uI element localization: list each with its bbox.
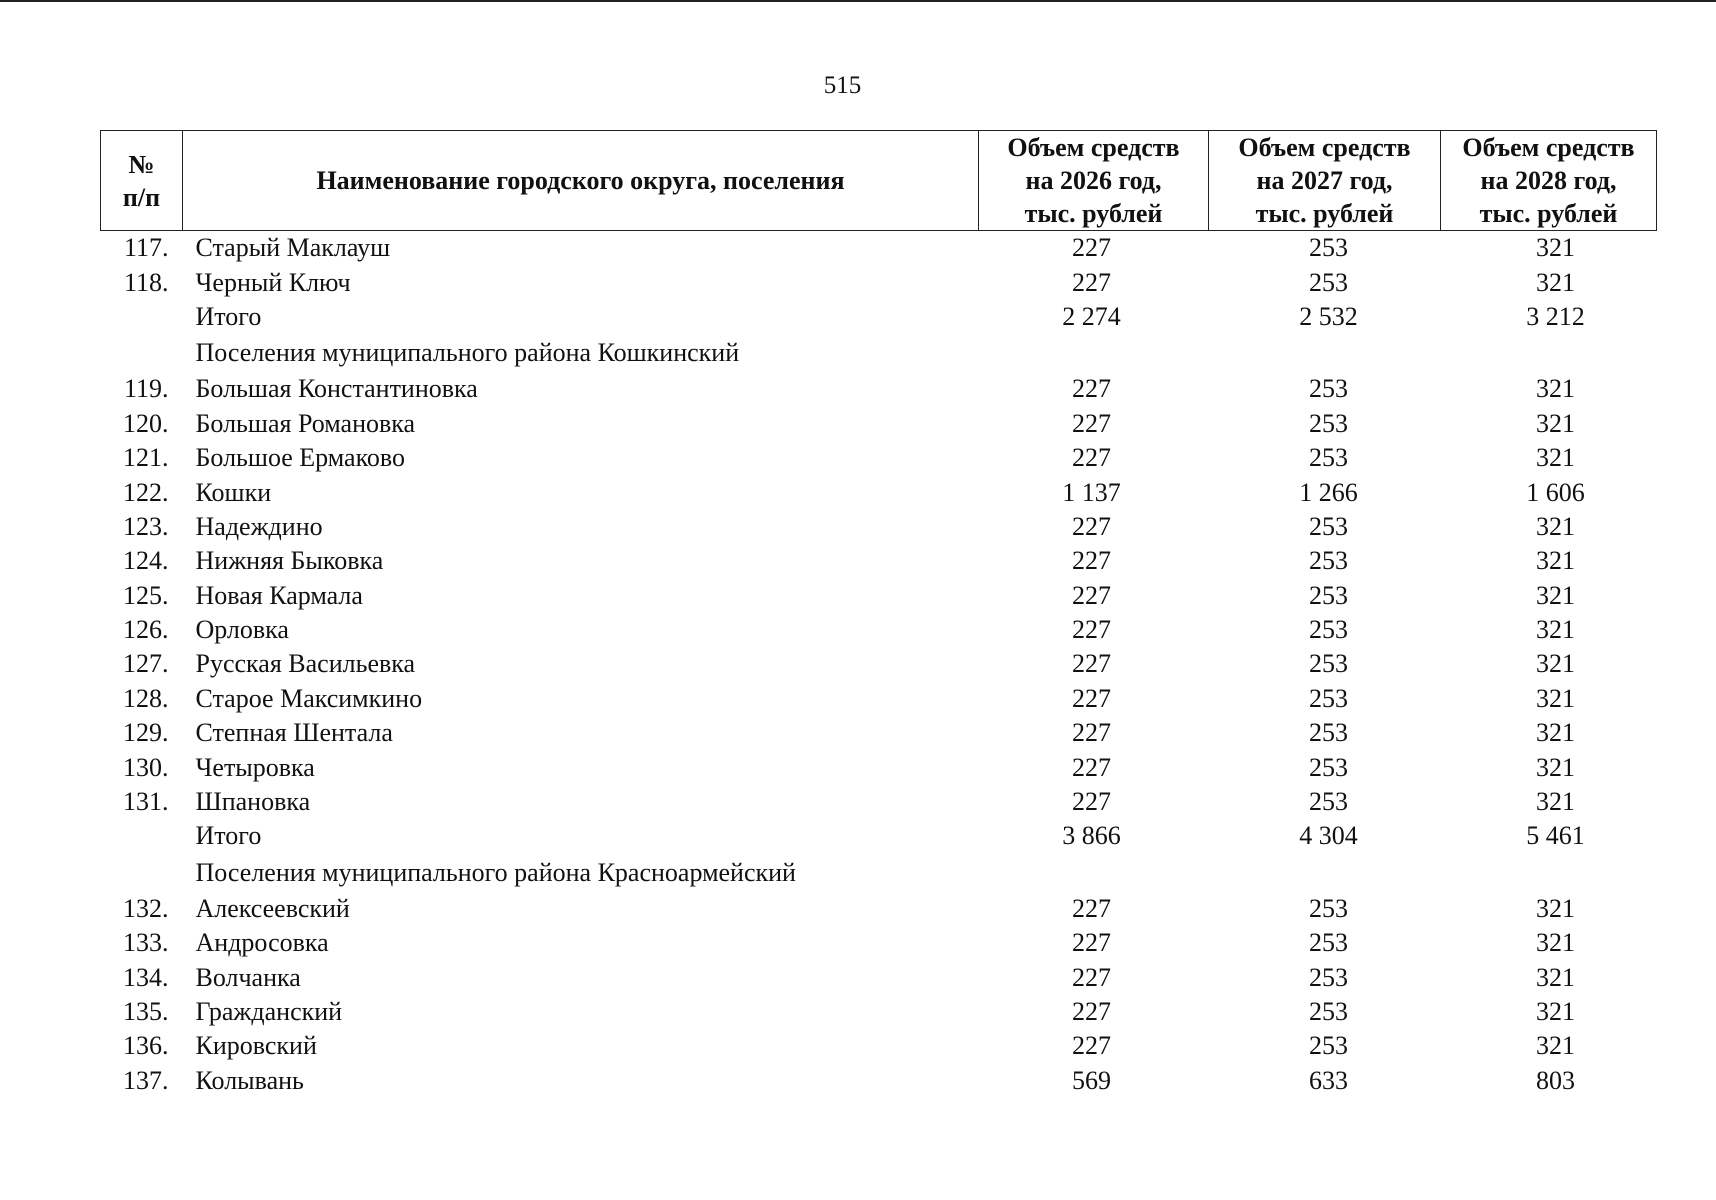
row-number-cell: 131. [123, 787, 169, 817]
allocation-table-container [100, 130, 1656, 1098]
settlement-name-cell: Итого [195, 821, 262, 851]
amount-2028-cell: 321 [1536, 511, 1575, 541]
amount-2028-cell: 321 [1536, 893, 1575, 923]
amount-2027-cell: 4 304 [1299, 821, 1358, 851]
amount-2026-cell: 227 [1072, 962, 1111, 992]
row-number-cell: 123. [123, 511, 169, 541]
amount-2028-cell: 1 606 [1526, 477, 1585, 507]
table-row [101, 716, 1657, 750]
amount-2026-cell: 227 [1072, 546, 1111, 576]
amount-2026-cell: 227 [1072, 1031, 1111, 1061]
amount-2028-cell: 321 [1536, 443, 1575, 473]
settlement-name-cell: Большая Романовка [195, 408, 416, 438]
settlement-name-cell: Русская Васильевка [195, 649, 416, 679]
amount-2028-cell: 321 [1536, 267, 1575, 297]
subtotal-row [101, 819, 1657, 853]
row-number-cell: 117. [123, 233, 169, 263]
settlement-name-cell: Волчанка [195, 962, 301, 992]
settlement-name-cell: Кошки [195, 477, 272, 507]
subtotal-row [101, 300, 1657, 334]
amount-2027-cell: 253 [1309, 928, 1348, 958]
table-row [101, 995, 1657, 1029]
table-row [101, 407, 1657, 441]
amount-2028-cell: 321 [1536, 962, 1575, 992]
row-number-cell: 119. [123, 374, 169, 404]
amount-2028-cell: 321 [1536, 683, 1575, 713]
amount-2027-cell: 253 [1309, 580, 1348, 610]
table-row [101, 960, 1657, 994]
header-line: Объем средств [1462, 133, 1635, 162]
amount-2026-cell: 227 [1072, 787, 1111, 817]
table-row [101, 750, 1657, 784]
amount-2026-cell [979, 334, 1209, 372]
header-line: на 2027 год, [1256, 166, 1393, 195]
settlement-name-cell: Степная Шентала [195, 718, 393, 748]
settlement-name-cell: Орловка [195, 615, 289, 645]
amount-2027-cell: 2 532 [1299, 301, 1358, 331]
amount-2027-cell [1209, 854, 1441, 892]
header-amount-2027 [1209, 131, 1441, 231]
amount-2026-cell: 227 [1072, 615, 1111, 645]
table-row [101, 892, 1657, 926]
settlement-name-cell: Надеждино [195, 511, 323, 541]
row-number-cell: 135. [123, 997, 169, 1026]
settlement-name-cell: Кировский [195, 1031, 317, 1061]
amount-2027-cell: 1 266 [1299, 477, 1358, 507]
amount-2028-cell: 321 [1536, 374, 1575, 404]
table-row [101, 441, 1657, 475]
settlement-name-cell: Поселения муниципального района Кошкинский [195, 338, 740, 368]
table-row [101, 372, 1657, 406]
row-number-cell: 127. [123, 649, 169, 679]
table-body [101, 231, 1657, 1098]
settlement-name-cell: Старый Маклауш [195, 233, 391, 263]
amount-2026-cell: 227 [1072, 580, 1111, 610]
header-line: п/п [122, 182, 161, 212]
settlement-name-cell: Четыровка [195, 752, 315, 782]
row-number-cell: 130. [123, 752, 169, 782]
settlement-name-cell: Черный Ключ [195, 267, 351, 297]
amount-2026-cell: 227 [1072, 511, 1111, 541]
settlement-name-cell: Новая Кармала [195, 580, 363, 610]
amount-2026-cell: 227 [1072, 683, 1111, 713]
table-row [101, 926, 1657, 960]
amount-2028-cell: 321 [1536, 580, 1575, 610]
amount-2026-cell: 227 [1072, 893, 1111, 923]
row-number-cell [101, 334, 183, 372]
section-header-row [101, 334, 1657, 372]
page-number: 515 [823, 72, 862, 99]
amount-2026-cell: 227 [1072, 649, 1111, 679]
amount-2026-cell: 227 [1072, 374, 1111, 404]
amount-2026-cell: 2 274 [1062, 301, 1121, 331]
row-number-cell: 118. [123, 267, 169, 297]
amount-2026-cell: 227 [1072, 752, 1111, 782]
amount-2026-cell: 227 [1072, 718, 1111, 748]
table-row [101, 544, 1657, 578]
table-row [101, 510, 1657, 544]
amount-2028-cell [1441, 334, 1657, 372]
settlement-name-cell: Алексеевский [195, 893, 350, 923]
settlement-name-cell: Шпановка [195, 787, 311, 817]
amount-2027-cell: 253 [1309, 718, 1348, 748]
row-number-cell: 132. [123, 893, 169, 923]
header-line: Объем средств [1238, 133, 1411, 162]
header-line: тыс. рублей [1479, 199, 1618, 228]
amount-2028-cell: 321 [1536, 997, 1575, 1026]
table-row [101, 475, 1657, 509]
amount-2027-cell: 253 [1309, 962, 1348, 992]
row-number-cell: 120. [123, 408, 169, 438]
amount-2028-cell: 321 [1536, 546, 1575, 576]
row-number-cell: 128. [123, 683, 169, 713]
amount-2027-cell: 253 [1309, 649, 1348, 679]
row-number-cell: 133. [123, 928, 169, 958]
table-row [101, 682, 1657, 716]
amount-2027-cell: 253 [1309, 374, 1348, 404]
table-row [101, 1064, 1657, 1098]
table-row [101, 613, 1657, 647]
row-number-cell: 136. [123, 1031, 169, 1061]
amount-2028-cell: 321 [1536, 408, 1575, 438]
amount-2027-cell: 253 [1309, 615, 1348, 645]
amount-2026-cell: 227 [1072, 233, 1111, 263]
amount-2028-cell: 803 [1536, 1065, 1575, 1095]
amount-2027-cell [1209, 334, 1441, 372]
table-row [101, 579, 1657, 613]
amount-2027-cell: 253 [1309, 267, 1348, 297]
amount-2028-cell: 321 [1536, 233, 1575, 263]
settlement-name-cell: Андросовка [195, 928, 329, 958]
row-number-cell: 121. [123, 443, 169, 473]
header-row [101, 131, 1657, 231]
amount-2027-cell: 253 [1309, 233, 1348, 263]
amount-2027-cell: 633 [1309, 1065, 1348, 1095]
table-row [101, 785, 1657, 819]
settlement-name-cell: Гражданский [195, 997, 343, 1026]
amount-2026-cell: 227 [1072, 267, 1111, 297]
amount-2026-cell: 569 [1072, 1065, 1111, 1095]
amount-2028-cell: 321 [1536, 752, 1575, 782]
amount-2028-cell: 321 [1536, 649, 1575, 679]
amount-2028-cell: 5 461 [1526, 821, 1585, 851]
header-line: на 2026 год, [1025, 166, 1162, 195]
top-border-line [0, 0, 1716, 2]
settlement-name-cell: Большое Ермаково [195, 443, 406, 473]
table-row [101, 647, 1657, 681]
amount-2026-cell: 227 [1072, 408, 1111, 438]
table-row [101, 1029, 1657, 1063]
header-line: тыс. рублей [1024, 199, 1163, 228]
amount-2026-cell: 227 [1072, 997, 1111, 1026]
settlement-name-cell: Старое Максимкино [195, 683, 423, 713]
amount-2028-cell: 321 [1536, 615, 1575, 645]
amount-2027-cell: 253 [1309, 893, 1348, 923]
amount-2027-cell: 253 [1309, 997, 1348, 1026]
allocation-table [100, 130, 1657, 1098]
header-line: тыс. рублей [1255, 199, 1394, 228]
amount-2028-cell: 321 [1536, 1031, 1575, 1061]
row-number-cell: 125. [123, 580, 169, 610]
amount-2027-cell: 253 [1309, 1031, 1348, 1061]
header-amount-2026 [979, 131, 1209, 231]
amount-2026-cell: 227 [1072, 443, 1111, 473]
row-number-cell [101, 819, 183, 853]
settlement-name-cell: Большая Константиновка [195, 374, 478, 404]
header-line: № [128, 149, 155, 179]
row-number-cell [101, 854, 183, 892]
header-number [101, 131, 183, 231]
table-row [101, 231, 1657, 266]
amount-2027-cell: 253 [1309, 787, 1348, 817]
row-number-cell: 137. [123, 1065, 169, 1095]
amount-2026-cell [979, 854, 1209, 892]
table-header [101, 131, 1657, 231]
amount-2028-cell: 321 [1536, 718, 1575, 748]
amount-2027-cell: 253 [1309, 511, 1348, 541]
settlement-name-cell: Итого [195, 301, 262, 331]
amount-2027-cell: 253 [1309, 752, 1348, 782]
row-number-cell [101, 300, 183, 334]
amount-2026-cell: 1 137 [1062, 477, 1121, 507]
settlement-name-cell: Колывань [195, 1065, 304, 1095]
row-number-cell: 122. [123, 477, 169, 507]
row-number-cell: 134. [123, 962, 169, 992]
row-number-cell: 129. [123, 718, 169, 748]
amount-2028-cell: 321 [1536, 787, 1575, 817]
table-row [101, 265, 1657, 299]
amount-2026-cell: 3 866 [1062, 821, 1121, 851]
settlement-name-cell: Поселения муниципального района Красноармейский [195, 857, 796, 887]
header-amount-2028 [1441, 131, 1657, 231]
section-header-row [101, 854, 1657, 892]
amount-2027-cell: 253 [1309, 546, 1348, 576]
amount-2027-cell: 253 [1309, 443, 1348, 473]
header-name: Наименование городского округа, поселения [183, 131, 979, 231]
amount-2026-cell: 227 [1072, 928, 1111, 958]
header-line: Объем средств [1007, 133, 1180, 162]
amount-2027-cell: 253 [1309, 683, 1348, 713]
amount-2028-cell [1441, 854, 1657, 892]
row-number-cell: 126. [123, 615, 169, 645]
settlement-name-cell: Нижняя Быковка [195, 546, 384, 576]
amount-2028-cell: 3 212 [1526, 301, 1585, 331]
amount-2028-cell: 321 [1536, 928, 1575, 958]
row-number-cell: 124. [123, 546, 169, 576]
amount-2027-cell: 253 [1309, 408, 1348, 438]
header-line: на 2028 год, [1480, 166, 1617, 195]
